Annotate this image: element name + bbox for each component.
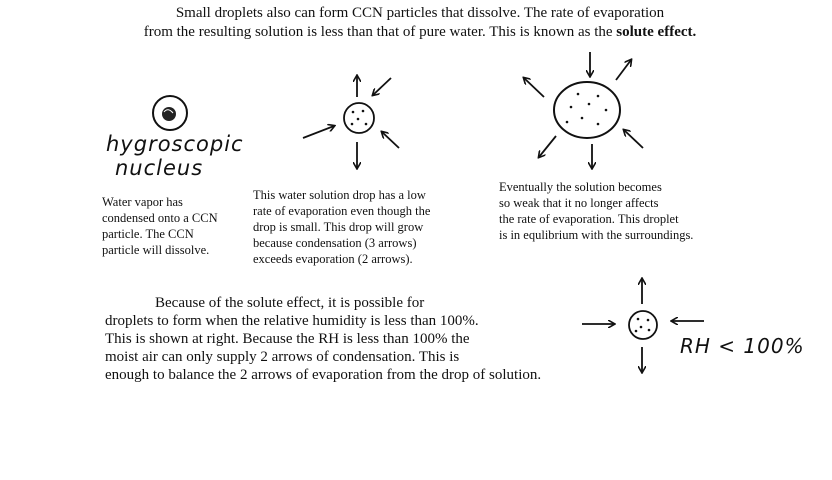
paragraph-line: This is shown at right. Because the RH is less than 100% the bbox=[105, 331, 470, 347]
label-nucleus: nucleus bbox=[115, 156, 204, 180]
caption-line: rate of evaporation even though the bbox=[253, 204, 431, 218]
panel1-caption bbox=[102, 194, 252, 258]
panel2-arrows bbox=[303, 76, 399, 168]
paragraph-line: droplets to form when the relative humidity is less than 100%. bbox=[105, 313, 479, 329]
panel3-caption bbox=[499, 179, 759, 243]
paragraph-line: enough to balance the 2 arrows of evaporation from the drop of solution. bbox=[105, 367, 542, 383]
paragraph-line: Because of the solute effect, it is possible for bbox=[155, 295, 425, 311]
large-solution-drop bbox=[554, 82, 620, 138]
caption-line: so weak that it no longer affects bbox=[499, 196, 659, 210]
caption-line: particle will dissolve. bbox=[102, 243, 210, 257]
caption-line: is in equlibrium with the surroundings. bbox=[499, 228, 694, 242]
caption-line: exceeds evaporation (2 arrows). bbox=[253, 252, 413, 266]
condensation-arrow-right bbox=[382, 132, 399, 148]
small-solution-drop bbox=[344, 103, 374, 133]
evaporation-arrow-bottom-left bbox=[539, 136, 556, 157]
rh-label: RH < 100% bbox=[680, 334, 805, 358]
hygroscopic-nucleus-drawing bbox=[153, 96, 187, 130]
caption-line: particle. The CCN bbox=[102, 227, 194, 241]
condensation-arrow-bottom-right bbox=[624, 130, 643, 148]
panel3-arrows bbox=[524, 52, 643, 168]
paragraph-line: moist air can only supply 2 arrows of condensation. This is bbox=[105, 349, 460, 365]
condensation-arrow-top-right bbox=[373, 78, 391, 95]
intro-line-2-text: from the resulting solution is less than that of pure water. This is known as the bbox=[143, 24, 617, 40]
panel2-caption bbox=[253, 187, 483, 267]
condensation-arrow-left bbox=[303, 126, 334, 138]
evaporation-arrow-top-right bbox=[616, 60, 631, 80]
label-hygroscopic: hygroscopic bbox=[106, 132, 244, 156]
caption-line: condensed onto a CCN bbox=[102, 211, 218, 225]
rh-drop bbox=[629, 311, 657, 339]
evaporation-arrow-top-left bbox=[524, 78, 544, 97]
hygroscopic-nucleus-label bbox=[106, 132, 244, 180]
intro-line-1: Small droplets also can form CCN particles that dissolve. The rate of evaporation bbox=[175, 5, 665, 21]
caption-line: the rate of evaporation. This droplet bbox=[499, 212, 679, 226]
caption-line: Water vapor has bbox=[102, 195, 183, 209]
caption-line: drop is small. This drop will grow bbox=[253, 220, 424, 234]
caption-line: Eventually the solution becomes bbox=[499, 180, 662, 194]
solute-effect-term: solute effect. bbox=[616, 24, 697, 40]
caption-line: because condensation (3 arrows) bbox=[253, 236, 417, 250]
caption-line: This water solution drop has a low bbox=[253, 188, 426, 202]
solute-effect-paragraph bbox=[105, 294, 625, 384]
